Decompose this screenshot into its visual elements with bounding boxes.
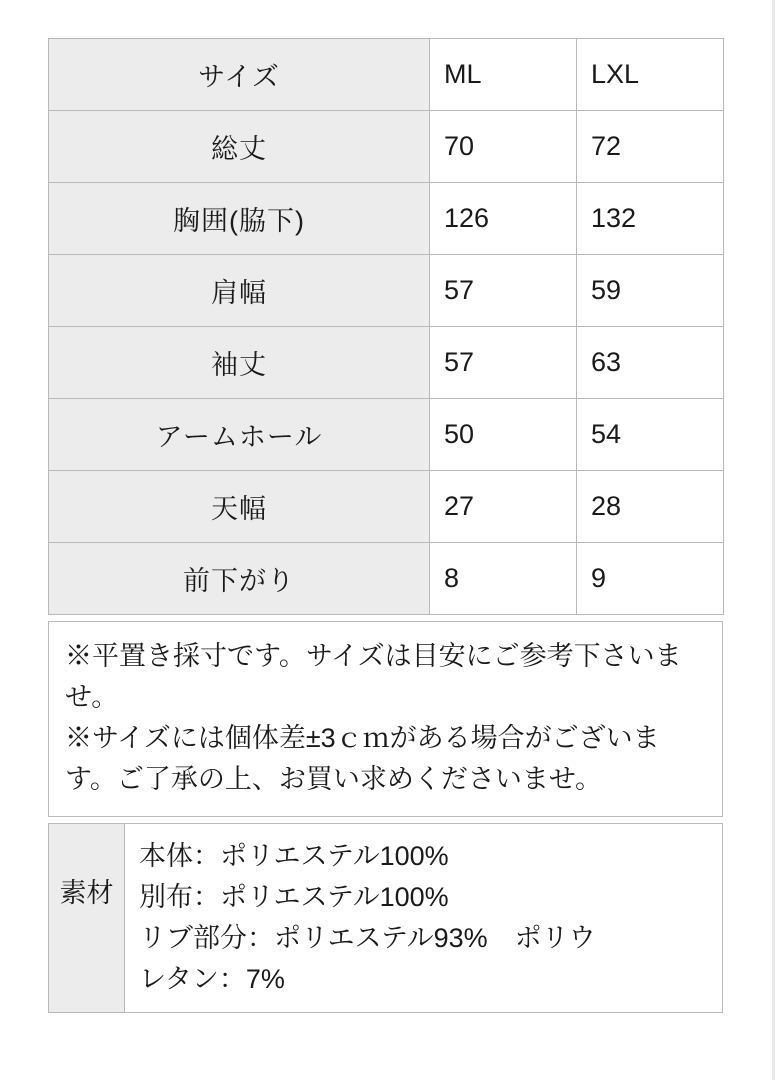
- table-row: [49, 543, 724, 615]
- row-value-ml: 50: [430, 399, 577, 471]
- material-label: 素材: [49, 824, 125, 1013]
- row-label: 総丈: [49, 111, 430, 183]
- row-value-ml: 70: [430, 111, 577, 183]
- table-row: [49, 471, 724, 543]
- table-row: [49, 111, 724, 183]
- row-label: 袖丈: [49, 327, 430, 399]
- row-label: 前下がり: [49, 543, 430, 615]
- row-value-ml: 126: [430, 183, 577, 255]
- table-row: [49, 183, 724, 255]
- size-header-label: サイズ: [49, 39, 430, 111]
- row-value-lxl: 9: [577, 543, 724, 615]
- table-row: [49, 327, 724, 399]
- material-row: [49, 824, 723, 1013]
- row-value-ml: 27: [430, 471, 577, 543]
- material-body: [125, 824, 723, 1013]
- content-area: [48, 38, 723, 1013]
- row-value-lxl: 63: [577, 327, 724, 399]
- note-line-1: ※平置き採寸です。サイズは目安にご参考下さいませ。: [65, 641, 682, 713]
- row-label: 胸囲(脇下): [49, 183, 430, 255]
- row-label: 天幅: [49, 471, 430, 543]
- size-header-col-1: ML: [430, 39, 577, 111]
- table-header-row: [49, 39, 724, 111]
- material-line: レタン：7%: [139, 964, 285, 995]
- row-value-lxl: 72: [577, 111, 724, 183]
- row-value-lxl: 28: [577, 471, 724, 543]
- row-value-ml: 57: [430, 255, 577, 327]
- row-value-ml: 57: [430, 327, 577, 399]
- size-chart-table: [48, 38, 724, 615]
- material-table: [48, 823, 723, 1013]
- row-value-lxl: 59: [577, 255, 724, 327]
- row-value-ml: 8: [430, 543, 577, 615]
- row-label: アームホール: [49, 399, 430, 471]
- row-value-lxl: 54: [577, 399, 724, 471]
- table-row: [49, 255, 724, 327]
- material-line: リブ部分：ポリエステル93% ポリウ: [139, 923, 596, 954]
- table-row: [49, 399, 724, 471]
- row-value-lxl: 132: [577, 183, 724, 255]
- material-line: 本体：ポリエステル100%: [139, 841, 449, 872]
- measurement-notes: [48, 621, 723, 817]
- row-label: 肩幅: [49, 255, 430, 327]
- material-line: 別布：ポリエステル100%: [139, 882, 449, 913]
- size-header-col-2: LXL: [577, 39, 724, 111]
- note-line-2: ※サイズには個体差±3ｃｍがある場合がございます。ご了承の上、お買い求めくださいませ。: [65, 723, 660, 795]
